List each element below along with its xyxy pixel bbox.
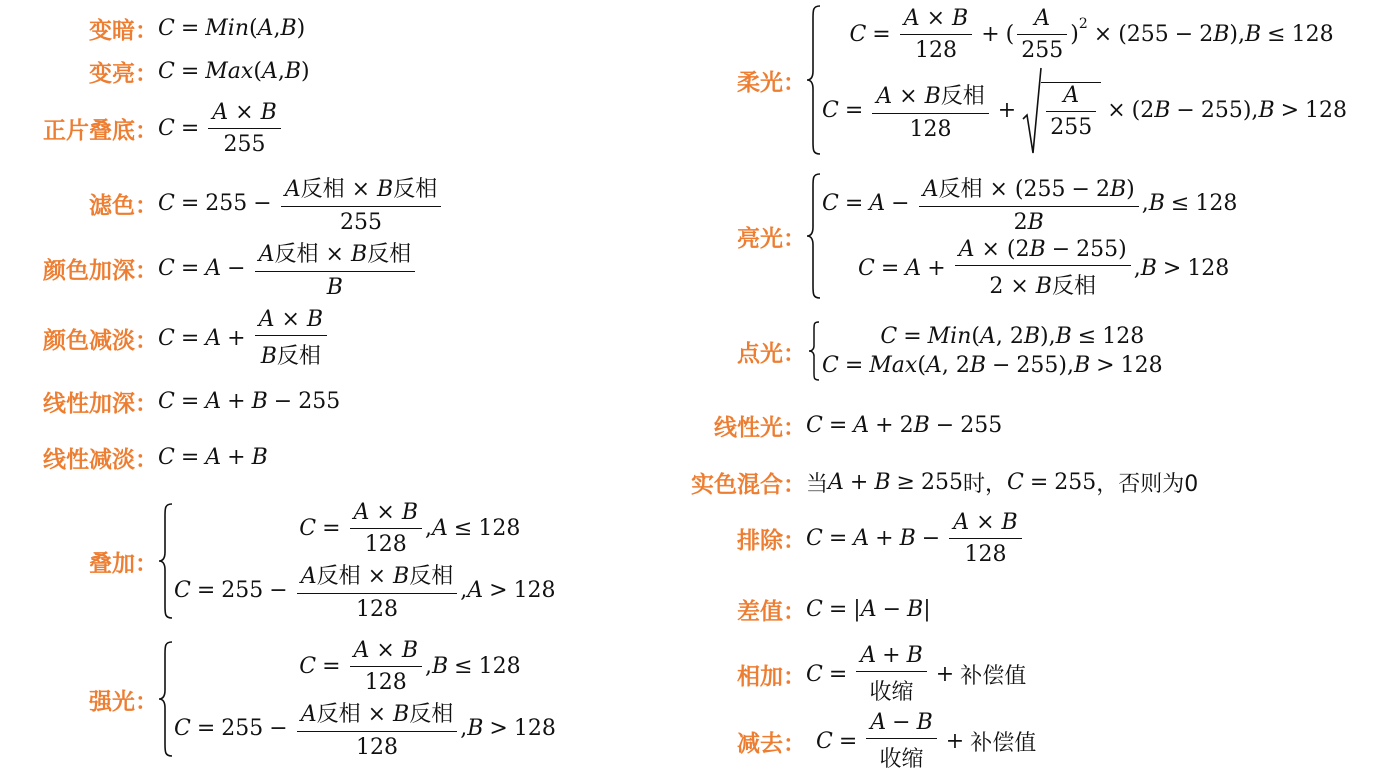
term-inv: 反相 bbox=[316, 702, 361, 727]
expr-lighten: C = Max ( A , B ) bbox=[158, 59, 310, 84]
formula-linear-light bbox=[0, 409, 1002, 442]
label-hard-light: 强光： bbox=[89, 688, 158, 715]
formula-difference bbox=[0, 593, 931, 626]
term-inv: 反相 bbox=[940, 84, 985, 109]
formula-hard-mix bbox=[0, 466, 1198, 499]
term-inv: 反相 bbox=[316, 564, 361, 589]
expr-subtract: C = $\frac{A - B}{\text{收缩}}$ + 补偿值 bbox=[816, 710, 1037, 772]
label-linear-burn: 线性加深： bbox=[43, 391, 158, 417]
expr-difference: C = | A − B | bbox=[806, 597, 931, 622]
term-shrink: 收缩 bbox=[879, 747, 924, 772]
term-inv: 反相 bbox=[276, 344, 321, 369]
label-screen: 滤色： bbox=[89, 193, 158, 219]
label-soft-light: 柔光： bbox=[737, 69, 806, 96]
label-darken: 变暗： bbox=[89, 18, 158, 44]
formula-vivid-light bbox=[0, 172, 1237, 300]
label-color-dodge: 颜色减淡： bbox=[43, 328, 158, 354]
label-overlay: 叠加： bbox=[89, 550, 158, 577]
label-exclusion: 排除： bbox=[737, 528, 806, 554]
term-hardmix-at: 时， bbox=[962, 472, 1007, 497]
label-difference: 差值： bbox=[737, 599, 806, 625]
sqrt-icon bbox=[1022, 67, 1042, 155]
term-hardmix-when: 当 bbox=[806, 472, 829, 497]
expr-color-burn: C = A − $\frac{\text{A反相 × B反相}}{B}$ bbox=[158, 237, 418, 300]
label-vivid-light: 亮光： bbox=[737, 225, 806, 252]
expr-add: C = $\frac{A + B}{\text{收缩}}$ + 补偿值 bbox=[806, 643, 1027, 705]
label-linear-light: 线性光： bbox=[714, 415, 806, 441]
left-brace-icon bbox=[806, 4, 822, 156]
expr-color-dodge: C = A + $\frac{A \times B}{\text{B反相}}$ bbox=[158, 307, 330, 370]
left-brace-icon bbox=[806, 320, 822, 382]
term-offset: 补偿值 bbox=[960, 664, 1027, 689]
label-hard-mix: 实色混合： bbox=[691, 472, 806, 498]
label-lighten: 变亮： bbox=[89, 61, 158, 87]
term-inv: 反相 bbox=[367, 242, 412, 267]
formula-soft-light bbox=[0, 4, 1347, 156]
term-inv: 反相 bbox=[1051, 274, 1096, 299]
cases-overlay: C = $\frac{A \times B}{128}$ , A ≤ 128 C = 255 − $\frac{\text{A反相 × B反相}}{128}$ , A > 128 bbox=[174, 500, 556, 622]
cases-hard-light: C = $\frac{A \times B}{128}$ , B ≤ 128 C = 255 − $\frac{\text{A反相 × B反相}}{128}$ , B > 128 bbox=[174, 638, 556, 760]
term-shrink: 收缩 bbox=[869, 680, 914, 705]
cases-soft-light: C = $\frac{A \times B}{128}$ + ( $\frac{A}{255}$ ) 2 × (255 − 2 B ), B ≤ 128 C = $\frac{\text{A × B反相}}{128}$ + $\frac{A}{255}$ × (2 B − 255), B > 128 bbox=[822, 6, 1347, 155]
sqrt: $\frac{A}{255}$ bbox=[1022, 67, 1101, 155]
formula-exclusion bbox=[0, 510, 1025, 567]
label-pin-light: 点光： bbox=[737, 340, 806, 367]
label-multiply: 正片叠底： bbox=[43, 118, 158, 144]
expr-multiply: C = $\frac{A \times B}{255}$ bbox=[158, 100, 284, 157]
term-inv: 反相 bbox=[409, 702, 454, 727]
formula-subtract bbox=[0, 710, 1036, 773]
label-subtract: 减去： bbox=[737, 731, 806, 757]
label-linear-dodge: 线性减淡： bbox=[43, 447, 158, 473]
expr-linear-burn: C = A + B − 255 bbox=[158, 389, 341, 414]
expr-screen: C = 255 − $\frac{\text{A反相 × B反相}}{255}$ bbox=[158, 172, 444, 235]
left-brace-icon bbox=[806, 172, 822, 300]
formula-add bbox=[0, 643, 1026, 706]
label-add: 相加： bbox=[737, 664, 806, 690]
term-inv: 反相 bbox=[274, 242, 319, 267]
term-inv: 反相 bbox=[300, 177, 345, 202]
cases-pin-light: C = Min ( A , 2 B ), B ≤ 128 C = Max ( A , 2 B − 255), B > 128 bbox=[822, 324, 1163, 378]
cases-vivid-light: C = A − $\frac{\text{A反相 × (255 − 2B)}}{2B}$ , B ≤ 128 C = A + $\frac{A \times (2B - 255)}{\text{2 × B反相}}$ , B > 128 bbox=[822, 177, 1238, 299]
expr-linear-light: C = A + 2 B − 255 bbox=[806, 413, 1003, 438]
term-offset: 补偿值 bbox=[970, 731, 1037, 756]
expr-darken: C = Min ( A , B ) bbox=[158, 16, 306, 41]
expr-exclusion: C = A + B − $\frac{A \times B}{128}$ bbox=[806, 510, 1025, 567]
label-color-burn: 颜色加深： bbox=[43, 258, 158, 284]
term-hardmix-else: ，否则为0 bbox=[1096, 472, 1199, 497]
expr-hard-mix: 当 A + B ≥ 255 时， C = 255 ，否则为0 bbox=[806, 467, 1198, 498]
term-inv: 反相 bbox=[409, 564, 454, 589]
formula-pin-light bbox=[0, 320, 1163, 382]
expr-linear-dodge: C = A + B bbox=[158, 445, 268, 470]
term-inv: 反相 bbox=[938, 177, 983, 202]
term-inv: 反相 bbox=[393, 177, 438, 202]
